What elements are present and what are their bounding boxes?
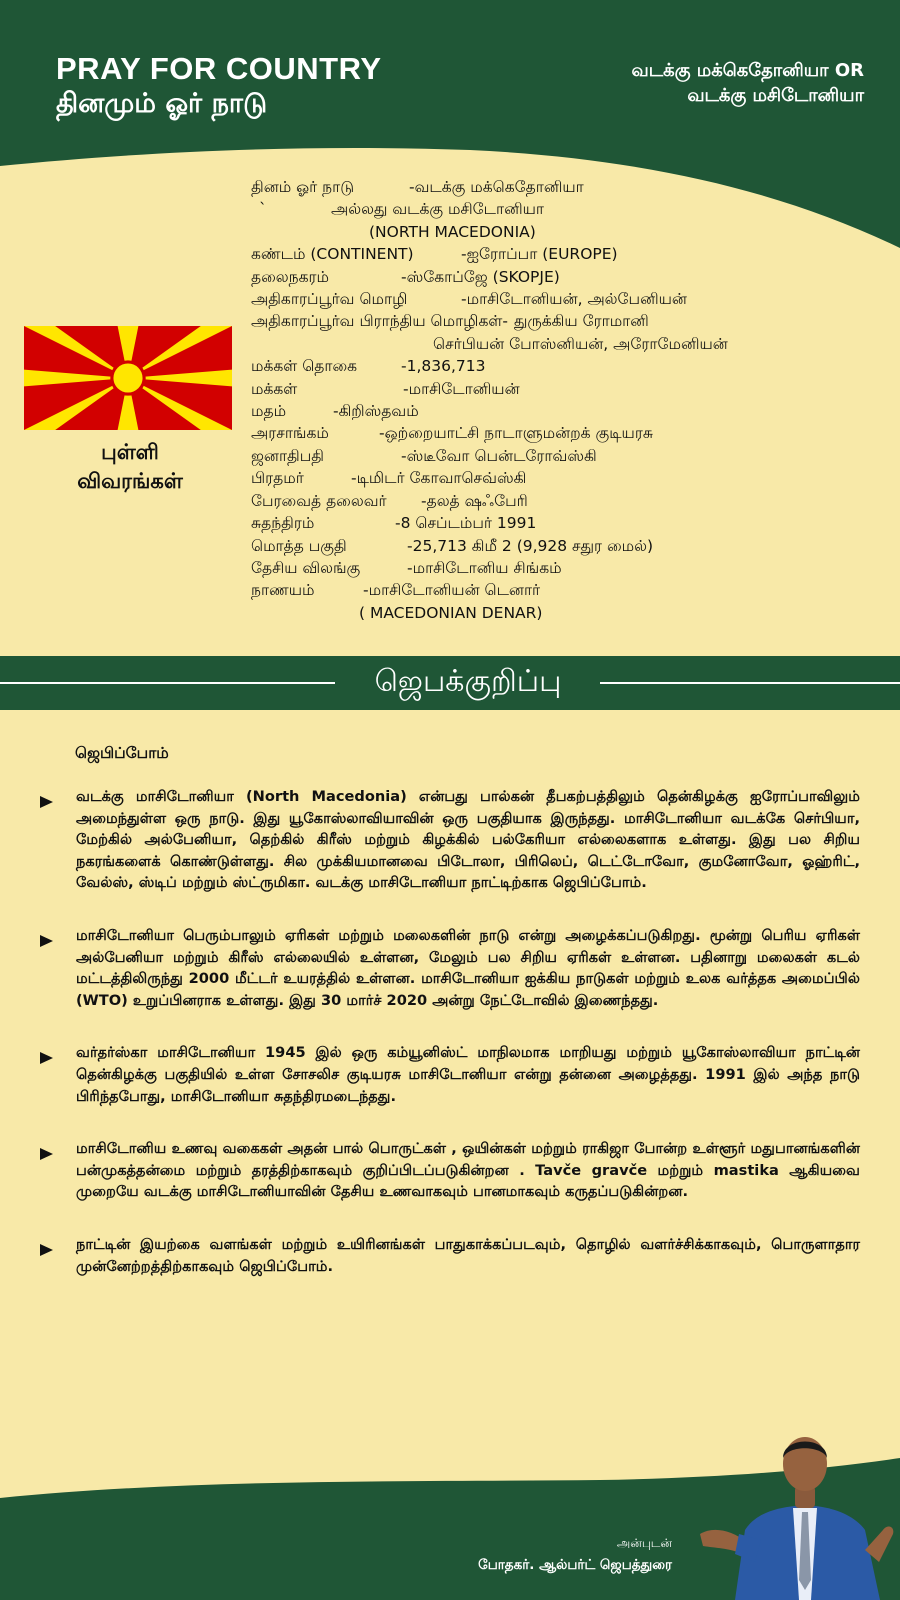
- prayer-point: [36, 786, 860, 894]
- pastor-name: போதகர். ஆல்பர்ட் ஜெபத்துரை: [478, 1557, 672, 1573]
- fact-row: [251, 535, 871, 557]
- fact-value: -25,713 கிமீ 2 (9,928 சதுர மைல்): [407, 536, 654, 555]
- north-macedonia-flag: [24, 326, 232, 430]
- fact-key: கண்டம் (CONTINENT): [251, 245, 414, 264]
- fact-row: [251, 333, 871, 355]
- fact-value: -வடக்கு மக்கெதோனியா: [409, 178, 584, 196]
- title-english: PRAY FOR COUNTRY: [56, 51, 382, 86]
- prayer-point-text: வடக்கு மாசிடோனியா (North Macedonia) என்பது பால்கன் தீபகற்பத்திலும் தென்கிழக்கு ஐரோப்பாவிலும் அமைந்துள்ள ஒரு நாடு. இது யூகோஸ்லாவியாவின் ஒரு பகுதியாக இருந்தது. மாசிடோனியா வடக்கே செர்பியா, மேற்கில் அல்பேனியா, தெற்கில் கிரீஸ் மற்றும் கிழக்கில் பல்கேரியா எல்லைகளாக உள்ளது. இது பல சிறிய நகரங்களைக் கொண்டுள்ளது. சில முக்கியமானவை பிடோலா, பிரிலெப், டெட்டோவோ, குமனோவோ, ஓஹ்ரிட், வேல்ஸ், ஸ்டிப் மற்றும் ஸ்ட்ருமிகா. வடக்கு மாசிடோனியா நாட்டிற்காக ஜெபிப்போம்.: [76, 788, 860, 892]
- prayer-point: [36, 1042, 860, 1107]
- fact-row: [251, 579, 871, 601]
- fact-key: பேரவைத் தலைவர்: [251, 491, 387, 510]
- fact-row: [251, 467, 871, 489]
- regards-text: அன்புடன்: [616, 1536, 672, 1550]
- fact-key: ஜனாதிபதி: [251, 446, 324, 465]
- pastor-photo: [665, 1430, 900, 1600]
- fact-row: [251, 221, 871, 243]
- fact-key: பிரதமர்: [251, 469, 304, 488]
- prayer-point-text: நாட்டின் இயற்கை வளங்கள் மற்றும் உயிரினங்கள் பாதுகாக்கப்படவும், தொழில் வளர்ச்சிக்காகவும், பொருளாதார முன்னேற்றத்திற்காகவும் ஜெபிப்போம்.: [76, 1235, 860, 1275]
- fact-row: [251, 266, 871, 288]
- fact-key: அதிகாரப்பூர்வ பிராந்திய மொழிகள்-: [251, 312, 508, 331]
- fact-row: [251, 422, 871, 444]
- fact-value: -ஐரோப்பா (EUROPE): [461, 245, 618, 264]
- statistics-label: [40, 438, 220, 496]
- banner-divider-right: [600, 682, 900, 684]
- fact-row: [251, 288, 871, 310]
- statistics-label-line2: விவரங்கள்: [77, 469, 183, 493]
- fact-key: மக்கள்: [251, 379, 298, 398]
- fact-key: தினம் ஓர் நாடு: [251, 178, 355, 196]
- prayer-point-text: மாசிடோனிய உணவு வகைகள் அதன் பால் பொருட்கள் , ஒயின்கள் மற்றும் ராகிஜா போன்ற உள்ளூர் மதுபானங்களின் பன்முகத்தன்மை மற்றும் தரத்திற்காகவும் குறிப்பிடப்படுகின்றன . Tavče gravče மற்றும் mastika ஆகியவை முறையே வடக்கு மாசிடோனியாவின் தேசிய உணவாகவும் பானமாகவும் கருதப்படுகின்றன.: [76, 1140, 860, 1201]
- triangle-bullet-icon: [40, 1052, 53, 1064]
- header-title-block: [56, 52, 382, 122]
- fact-value: அல்லது வடக்கு மசிடோனியா: [331, 200, 545, 219]
- fact-row: [251, 198, 871, 220]
- fact-key: மதம்: [251, 402, 287, 421]
- fact-row: [251, 176, 871, 198]
- banner-title: ஜெபக்குறிப்பு: [374, 664, 562, 699]
- fact-key: தேசிய விலங்கு: [251, 558, 361, 577]
- fact-value: -மாசிடோனியன், அல்பேனியன்: [461, 290, 687, 309]
- fact-value: செர்பியன் போஸ்னியன், அரோமேனியன்: [433, 334, 728, 353]
- fact-value: -ஸ்டீவோ பென்டரோவ்ஸ்கி: [401, 446, 597, 465]
- prayer-points-banner: [0, 656, 900, 710]
- fact-value: -டிமிடர் கோவாசெவ்ஸ்கி: [351, 469, 527, 488]
- triangle-bullet-icon: [40, 796, 53, 808]
- fact-value: துருக்கிய ரோமானி: [513, 312, 649, 331]
- prayer-heading: ஜெபிப்போம்: [75, 744, 169, 762]
- fact-value: -1,836,713: [401, 357, 486, 376]
- prayer-point: [36, 1234, 860, 1277]
- fact-key: அரசாங்கம்: [251, 424, 329, 443]
- fact-value: (NORTH MACEDONIA): [369, 222, 536, 241]
- fact-value: -தலத் ஷஃபேரி: [421, 491, 528, 510]
- fact-key: அதிகாரப்பூர்வ மொழி: [251, 290, 408, 309]
- fact-value: -மாசிடோனிய சிங்கம்: [407, 558, 562, 577]
- country-name-line1: வடக்கு மக்கெதோனியா OR: [631, 60, 864, 81]
- fact-value: -மாசிடோனியன் டெனார்: [363, 581, 541, 600]
- triangle-bullet-icon: [40, 935, 53, 947]
- fact-row: [251, 400, 871, 422]
- fact-row: [251, 512, 871, 534]
- fact-row: [251, 445, 871, 467]
- fact-row: [251, 355, 871, 377]
- fact-row: [251, 557, 871, 579]
- fact-key: நாணயம்: [251, 581, 315, 600]
- country-name-block: [632, 58, 864, 108]
- fact-row: [251, 378, 871, 400]
- fact-key: மொத்த பகுதி: [251, 536, 347, 555]
- fact-row: [251, 602, 871, 624]
- banner-divider-left: [0, 682, 335, 684]
- fact-value: -ஒற்றையாட்சி நாடாளுமன்றக் குடியரசு: [379, 424, 653, 443]
- statistics-label-line1: புள்ளி: [101, 440, 159, 464]
- prayer-point-text: மாசிடோனியா பெரும்பாலும் ஏரிகள் மற்றும் மலைகளின் நாடு என்று அழைக்கப்படுகிறது. மூன்று பெரிய ஏரிகள் அல்பேனியா மற்றும் கிரீஸ் எல்லையில் உள்ளன, மேலும் பல சிறிய ஏரிகள் உள்ளன. பதினாறு மலைகள் கடல் மட்டத்திலிருந்து 2000 மீட்டர் உயரத்தில் உள்ளன. மாசிடோனியா ஐக்கிய நாடுகள் மற்றும் உலக வர்த்தக அமைப்பில் (WTO) உறுப்பினராக உள்ளது. இது 30 மார்ச் 2020 அன்று நேட்டோவில் இணைந்தது.: [76, 926, 860, 1009]
- fact-value: -கிறிஸ்தவம்: [333, 402, 419, 421]
- triangle-bullet-icon: [40, 1148, 53, 1160]
- fact-key: `: [259, 200, 267, 219]
- fact-value: -மாசிடோனியன்: [403, 379, 520, 398]
- signature-block: [478, 1532, 672, 1576]
- fact-list: [251, 176, 871, 624]
- fact-row: [251, 490, 871, 512]
- fact-key: மக்கள் தொகை: [251, 357, 358, 376]
- fact-row: [251, 243, 871, 265]
- prayer-point: [36, 1138, 860, 1203]
- prayer-points-list: [36, 786, 860, 1308]
- fact-value: -8 செப்டம்பர் 1991: [395, 514, 537, 533]
- title-tamil: தினமும் ஓர் நாடு: [56, 88, 268, 119]
- country-name-line2: வடக்கு மசிடோனியா: [687, 85, 864, 106]
- fact-key: சுதந்திரம்: [251, 514, 315, 533]
- fact-key: தலைநகரம்: [251, 267, 329, 286]
- fact-row: [251, 310, 871, 332]
- fact-value: ( MACEDONIAN DENAR): [359, 603, 543, 622]
- prayer-point-text: வர்தர்ஸ்கா மாசிடோனியா 1945 இல் ஒரு கம்யூனிஸ்ட் மாநிலமாக மாறியது மற்றும் யூகோஸ்லாவியா நாட்டின் தென்கிழக்கு பகுதியில் உள்ள சோசலிச குடியரசு மாசிடோனியா என்று தன்னை அழைத்தது. 1991 இல் அந்த நாடு பிரிந்தபோது, மாசிடோனியா சுதந்திரமடைந்தது.: [76, 1044, 860, 1105]
- prayer-point: [36, 925, 860, 1011]
- fact-value: -ஸ்கோப்ஜே (SKOPJE): [401, 267, 560, 286]
- triangle-bullet-icon: [40, 1244, 53, 1256]
